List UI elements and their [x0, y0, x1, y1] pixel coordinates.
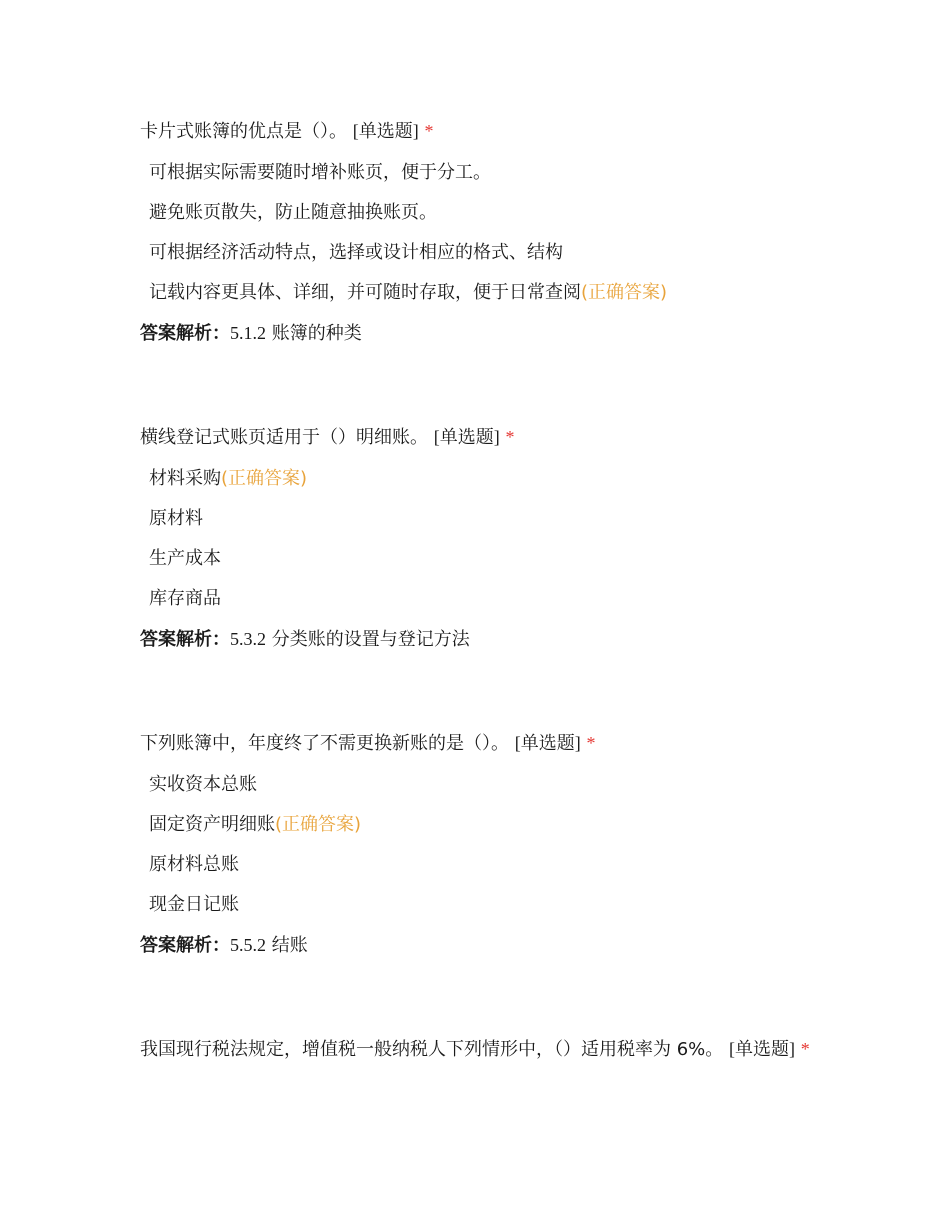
analysis-section-number: 5.3.2 [230, 629, 266, 649]
required-mark: * [505, 427, 515, 447]
analysis-section-number: 5.5.2 [230, 935, 266, 955]
option-d[interactable] [140, 885, 810, 925]
analysis-text: 结账 [266, 935, 308, 956]
analysis-label: 答案解析： [140, 323, 230, 344]
question-1 [140, 112, 810, 353]
option-text: 原材料总账 [149, 854, 239, 875]
question-2 [140, 418, 810, 659]
option-c[interactable] [140, 233, 810, 273]
question-3 [140, 724, 810, 965]
question-4 [140, 1030, 810, 1069]
option-c[interactable] [140, 845, 810, 885]
option-list [140, 459, 810, 619]
required-mark: * [424, 121, 434, 141]
question-text: 下列账簿中，年度终了不需更换新账的是（）。 [140, 733, 509, 754]
option-text: 实收资本总账 [149, 774, 257, 795]
option-a[interactable] [140, 765, 810, 805]
option-text: 材料采购 [149, 468, 221, 489]
question-title [140, 724, 810, 763]
option-text: 库存商品 [149, 588, 221, 609]
question-title [140, 1030, 810, 1069]
question-type-tag: [单选题] [352, 121, 419, 141]
correct-answer-label: (正确答案) [275, 814, 362, 835]
option-a[interactable] [140, 153, 810, 193]
question-type-tag: [单选题] [433, 427, 500, 447]
option-b[interactable] [140, 805, 810, 845]
question-title [140, 418, 810, 457]
analysis-text: 分类账的设置与登记方法 [266, 629, 470, 650]
analysis-label: 答案解析： [140, 935, 230, 956]
option-d[interactable] [140, 579, 810, 619]
option-text: 原材料 [149, 508, 203, 529]
option-text: 可根据经济活动特点，选择或设计相应的格式、结构 [149, 242, 563, 263]
option-b[interactable] [140, 193, 810, 233]
required-mark: * [586, 733, 596, 753]
correct-answer-label: (正确答案) [581, 282, 668, 303]
option-text: 避免账页散失，防止随意抽换账页。 [149, 202, 437, 223]
question-text: 横线登记式账页适用于（）明细账。 [140, 427, 428, 448]
question-type-tag: [单选题] [729, 1039, 796, 1059]
option-text: 生产成本 [149, 548, 221, 569]
question-title [140, 112, 810, 151]
analysis-text: 账簿的种类 [266, 323, 362, 344]
option-text: 固定资产明细账 [149, 814, 275, 835]
analysis-label: 答案解析： [140, 629, 230, 650]
option-text: 可根据实际需要随时增补账页，便于分工。 [149, 162, 491, 183]
correct-answer-label: (正确答案) [221, 468, 308, 489]
option-c[interactable] [140, 539, 810, 579]
analysis-section-number: 5.1.2 [230, 323, 266, 343]
option-text: 现金日记账 [149, 894, 239, 915]
answer-analysis [140, 619, 810, 659]
question-text: 我国现行税法规定，增值税一般纳税人下列情形中，（）适用税率为 6%。 [140, 1039, 724, 1060]
option-a[interactable] [140, 459, 810, 499]
option-list [140, 765, 810, 925]
option-list [140, 153, 810, 313]
question-type-tag: [单选题] [514, 733, 581, 753]
option-text: 记载内容更具体、详细，并可随时存取，便于日常查阅 [149, 282, 581, 303]
question-text: 卡片式账簿的优点是（）。 [140, 121, 347, 142]
answer-analysis [140, 925, 810, 965]
answer-analysis [140, 313, 810, 353]
option-d[interactable] [140, 273, 810, 313]
required-mark: * [800, 1039, 810, 1059]
option-b[interactable] [140, 499, 810, 539]
